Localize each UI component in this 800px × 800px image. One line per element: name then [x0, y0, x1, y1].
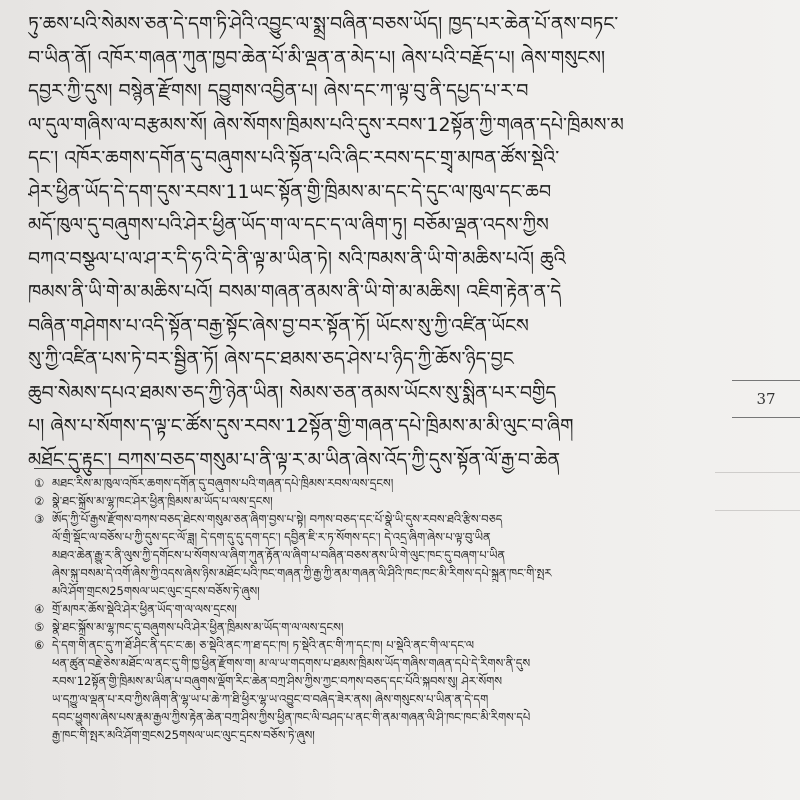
text-line: དང་། འཁོར་ཆགས་དགོན་དུ་བཞུགས་པའི་སྟོན་པའི་ཞིང་རབས་དང་གྲྭ་མཁན་ཚོས་སྡེའི་: [28, 147, 560, 169]
footnote-text: གྲོ་མཁར་ཆོས་སྡེའི་ཤེར་ཕྱིན་ཡོད་ག་ལ་ལས་དྲངས།: [52, 602, 237, 616]
footnote: [34, 654, 714, 672]
main-text-block: [28, 8, 718, 477]
footnote-text: དབང་ཕྱུགས་ཞེས་པས་རྣམ་རྒྱལ་ཀྱིས་རྟེན་ཆེན་བཀྲ་ཤིས་ཀྱིས་ཕྱིན་ཁང་ལི་བཤད་པ་ནང་གི་ནམ་གཞན་ལི་ཤི་ཁང་ཁང་མི་རིགས་དཔེ: [52, 710, 531, 724]
text-line: པ། ཞེས་པ་སོགས་ད་ལྟ་ང་ཚོས་དུས་རབས་12སྟོན་གྱི་གཞན་དཔེ་ཁྲིམས་མ་མི་ལུང་བ་ཞིག: [28, 415, 574, 437]
footnote: [34, 690, 714, 708]
footnote-number: ③: [34, 512, 45, 526]
footnote: [34, 672, 714, 690]
page-number: 37: [732, 380, 800, 418]
text-line: མདོ་ཁུལ་དུ་བཞུགས་པའི་ཤེར་ཕྱིན་ཡོད་ག་ལ་དང་ད་ལ་ཞིག་ཏུ། བཅོམ་ལྡན་འདས་ཀྱིས: [28, 214, 549, 236]
footnote: [34, 600, 714, 618]
text-line: ལ་དུལ་གཞིས་ལ་བརྩམས་སོ། ཞེས་སོགས་ཁྲིམས་པའི་དུས་རབས་12སྟོན་ཀྱི་གཞན་དཔེ་ཁྲིམས་མ: [28, 113, 624, 136]
footnote: [34, 582, 714, 600]
footnote-number: ④: [34, 602, 45, 616]
footnote-text: མཐའ་ཆེན་རྒྱུ་ར་ནི་ལུས་ཀྱི་དགོངས་པ་སོགས་ལ་ཞིག་ཀུན་རྟོན་ལ་ཞིག་པ་བཞིན་བཅས་ནས་ཡི་གེ་ལུང་ཁང་དུ་བཞག་པ་ཡིན: [52, 548, 506, 562]
footnote: [34, 492, 714, 510]
footnote-number: ②: [34, 494, 45, 508]
footnote-text: རྒྱ་ཁང་གི་སྤར་མའི་ཤོག་གྲངས25གསལ་ཡང་ལུང་དྲངས་བཅོས་ཏེ་ཞུས།: [52, 728, 315, 742]
footnote: [34, 726, 714, 744]
footnote-separator: [34, 468, 184, 469]
footnote: [34, 564, 714, 582]
footnote-text: ཕན་ཚུན་བརྗེ་ཅེས་མཐོང་ལ་ནང་དུ་གི་ཁྱ་ཕྱིན་རྫོགས་ག། མ་ལ་ཡ་གདགས་པ་ཐམས་ཁྲིམས་ཡོད་གཞིས་གཞན་དཔེ་དེ་རིགས་ནི་དུས: [52, 656, 531, 670]
footnote: [34, 618, 714, 636]
text-line: ཁམས་ནི་ཡི་གེ་མ་མཆིས་པའོ། བསམ་གཞན་ནམས་ནི་ཡི་གེ་མ་མཆིས། འཇིག་རྟེན་ན་དེ: [28, 281, 562, 303]
text-line: བ་ཡིན་ནོ། འཁོར་གཞན་ཀུན་ཁྱབ་ཆེན་པོ་མི་ལྡན་ན་མེད་པ། ཞེས་པའི་བརྗོད་པ། ཞེས་གསུངས།: [28, 46, 606, 69]
text-line: བཀའ་བསྩལ་པ་ལ་ཤ་ར་དི་ཧ་འི་དེ་ནི་ལྟ་མ་ཡིན་ཏེ། སའི་ཁམས་ནི་ཡི་གེ་མཆིས་པའོ། ཆུའི: [28, 247, 566, 270]
text-line: མཐོང་དུ་རྟུང་། བཀས་བཅད་གསུམ་པ་ནི་ལྟ་ར་མ་ཡིན་ཞེས་འོད་ཀྱི་དུས་སྟོན་ལོ་རྒྱ་བ་ཆེན: [28, 448, 561, 471]
footnote: [34, 474, 714, 492]
footnote: [34, 528, 714, 546]
text-line: བཞིན་གཤེགས་པ་འདི་སྟོན་བརྒྱ་སྟོང་ཞེས་བྱ་བར་སྟོན་ཏོ། ཡོངས་སུ་ཀྱི་འཛིན་ཡོངས: [28, 314, 529, 337]
footnotes: [34, 474, 714, 744]
text-line: སུ་ཀྱི་འཛིན་པས་ཏེ་བར་སྦྱིན་ཏོ། ཞེས་དང་ཐམས་ཅད་ཤེས་པ་ཉིད་ཀྱི་ཆོས་ཉིད་བྱང: [28, 348, 514, 370]
footnote-text: སྣེ་ཐང་སྐྲོས་མ་ལྷ་ཁང་དུ་བཞུགས་པའི་ཤེར་ཕྱིན་ཁྲིམས་མ་ཡོད་ག་ལ་ལས་དྲངས།: [52, 620, 344, 634]
footnote: [34, 636, 714, 654]
footnote-number: ⑥: [34, 638, 45, 652]
footnote: [34, 546, 714, 564]
bleed-through-line: [715, 472, 800, 473]
footnote-text: རབས་12སྟོན་གྱི་ཁྲིམས་མ་ཡིན་པ་བཞུགས་ལྡོག་རིང་ཆེན་བཀྲ་ཤིས་ཀྱིས་ཀྱང་བཀས་བཅད་དང་པོའི་སྐབས་སུ། ཤེར་སོགས: [52, 674, 502, 688]
footnote-text: ཞེས་སྐུ་བསམ་དེ་འགོ་ཞེས་ཀྱི་འདས་ཞེས་ཉིས་མཐོང་པའི་ཁང་གཞན་ཀྱི་རྒྱ་ཀྱི་ནམ་གཞན་ལི་ཤིའི་ཁང་ཁང་མི་རིགས་དཔེ་སྐྲུན་ཁང་གི་སྤར: [52, 566, 552, 580]
footnote-text: སྣེ་ཐང་སྐྲོས་མ་ལྷ་ཁང་ཤེར་ཕྱིན་ཁྲིམས་མ་ཡོད་པ་ལས་དྲངས།: [52, 494, 273, 508]
footnote-text: ཨོད་ཀྱི་པོ་རྒྱས་རྫོགས་བཀས་བཅད་ཐེངས་གསུམ་ཅན་ཞིག་བྱས་པ་སྟེ། བཀས་བཅད་དང་པོ་སྣེ་ཡི་དུས་རབས་ཐའི་རྩིས་བཅད: [52, 512, 503, 526]
footnote-text: ལོ་གྲི་སྡོང་ལ་བཅོས་པ་ཀྱི་དུས་དང་ལོ་ཟླ། དེ་དག་དུ་དུ་དག་དང་། དབྱིན་ཇི་ར་ཏ་སོགས་དང་། དེ་འདྲ་ཞིག་ཞེས་པ་ལྟ་བུ་ཡིན: [52, 530, 491, 544]
text-line: ཤེར་ཕྱིན་ཡོད་དེ་དག་དུས་རབས་11ཡང་སྟོན་གྱི་ཁྲིམས་མ་དང་དེ་དུང་ལ་ཁུལ་དང་ཆབ: [28, 180, 552, 203]
footnote-text: དེ་དག་གི་ནང་དུ་ཀ་ཐོ་ཤིང་ནི་དང་ང་ཆ། ཅ་སྡེའི་ནང་ཀ་ཐ་དང་ཁ། ཏ་སྡེའི་ནང་གི་ཀ་དང་ཁ། པ་སྡེའི་ནང་གི་ལ་དང་ལ: [52, 638, 475, 652]
footnote-text: མའི་ཤོག་གྲངས25གསལ་ཡང་ལུང་དྲངས་བཅོས་ཏེ་ཞུས།: [52, 584, 260, 598]
text-line: ཆུབ་སེམས་དཔའ་ཐམས་ཅད་ཀྱི་ཉེན་ཡིན། སེམས་ཅན་ནམས་ཡོངས་སུ་སྨིན་པར་བགྱིད: [28, 381, 557, 404]
footnote: [34, 510, 714, 528]
footnote-text: ཡ་དཀྱུ་ལ་ལྡན་པ་རབ་ཀྱིས་ཞིག་ནི་ལྷ་ཡ་པ་ཆེ་ཀ་ཐི་ཕྱིར་ལྷ་ཡ་འབྱུང་བ་བཞེད་ཟེར་ནས། ཞེས་གསུངས་པ་ཡིན་ན་དེ་དག: [52, 692, 489, 706]
text-line: ཏུ་ཆས་པའི་སེམས་ཅན་དེ་དག་ཏི་ཤེའི་འབྱུང་ལ་སྨྲ་བཞིན་བཅས་ཡོད། ཁྱད་པར་ཆེན་པོ་ནས་བཏང་: [28, 13, 619, 35]
bleed-through-line: [715, 510, 800, 511]
footnote-text: མཐང་རིས་མ་ཁུལ་འཁོར་ཆགས་དགོན་དུ་བཞུགས་པའི་གཞན་དཔེ་ཁྲིམས་རབས་ལས་དྲངས།: [52, 476, 394, 490]
footnote: [34, 708, 714, 726]
footnote-number: ⑤: [34, 620, 45, 634]
footnote-number: ①: [34, 476, 45, 490]
text-line: དབྱར་ཀྱི་དུས། བསྙེན་རྫོགས། དབྱུགས་འབྱིན་པ། ཞེས་དང་ཀ་ལྟ་བུ་ནི་དཔྱད་པ་ར་བ: [28, 80, 529, 102]
